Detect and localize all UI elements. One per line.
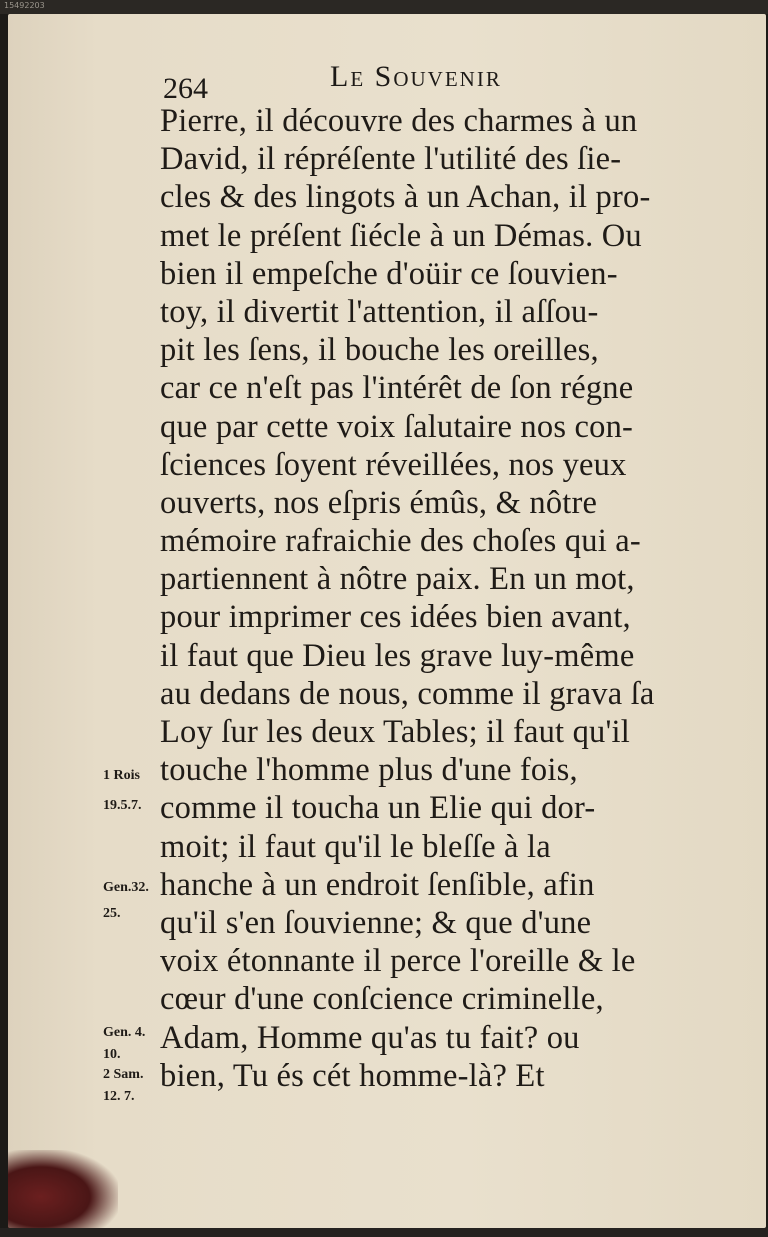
margin-note: 25. xyxy=(103,906,121,921)
margin-note: 12. 7. xyxy=(103,1089,135,1104)
scan-bottom-edge xyxy=(0,1228,768,1237)
margin-note: 19.5.7. xyxy=(103,798,142,813)
text-line: comme il toucha un Elie qui dor- xyxy=(160,790,596,827)
text-line: que par cette voix ſalutaire nos con- xyxy=(160,408,634,445)
text-line: cles & des lingots à un Achan, il pro- xyxy=(160,179,651,216)
text-line: bien il empeſche d'oüir ce ſouvien- xyxy=(160,255,618,292)
body-text xyxy=(160,98,760,1095)
text-line: au dedans de nous, comme il grava ſa xyxy=(160,675,655,712)
text-line: mémoire rafraichie des choſes qui a- xyxy=(160,523,641,560)
text-line: met le préſent ſiécle à un Démas. Ou xyxy=(160,217,642,254)
scan-id-label: 15492203 xyxy=(4,1,45,10)
text-line: Adam, Homme qu'as tu fait? ou xyxy=(160,1019,580,1056)
text-line: touche l'homme plus d'une fois, xyxy=(160,752,578,789)
text-line: toy, il divertit l'attention, il aſſou- xyxy=(160,293,599,330)
margin-note: 2 Sam. xyxy=(103,1067,144,1082)
text-line: moit; il faut qu'il le bleſſe à la xyxy=(160,828,551,865)
text-line: pour imprimer ces idées bien avant, xyxy=(160,599,631,636)
text-line: cœur d'une conſcience criminelle, xyxy=(160,981,604,1018)
text-line: voix étonnante il perce l'oreille & le xyxy=(160,943,636,980)
text-line: il faut que Dieu les grave luy-même xyxy=(160,637,635,674)
margin-note: Gen.32. xyxy=(103,880,149,895)
margin-note: 10. xyxy=(103,1047,121,1062)
text-line: David, il répréſente l'utilité des ſie- xyxy=(160,141,622,178)
text-line: Pierre, il découvre des charmes à un xyxy=(160,103,638,139)
text-line: qu'il s'en ſouvienne; & que d'une xyxy=(160,904,592,941)
text-line: hanche à un endroit ſenſible, afin xyxy=(160,866,595,903)
scan-top-strip xyxy=(0,0,768,14)
running-head: Le Souvenir xyxy=(330,60,502,93)
margin-note: 1 Rois xyxy=(103,768,140,783)
text-line: pit les ſens, il bouche les oreilles, xyxy=(160,332,599,369)
text-line: car ce n'eſt pas l'intérêt de ſon régne xyxy=(160,370,634,407)
text-line: Loy ſur les deux Tables; il faut qu'il xyxy=(160,714,631,750)
margin-note: Gen. 4. xyxy=(103,1025,146,1040)
text-line: bien, Tu és cét homme-là? Et xyxy=(160,1057,545,1094)
text-line: partiennent à nôtre paix. En un mot, xyxy=(160,561,635,598)
text-line: ouverts, nos eſpris émûs, & nôtre xyxy=(160,484,598,521)
page-stain xyxy=(8,1150,118,1228)
page-header xyxy=(0,60,768,105)
page-number: 264 xyxy=(163,72,208,105)
text-line: ſciences ſoyent réveillées, nos yeux xyxy=(160,446,627,483)
